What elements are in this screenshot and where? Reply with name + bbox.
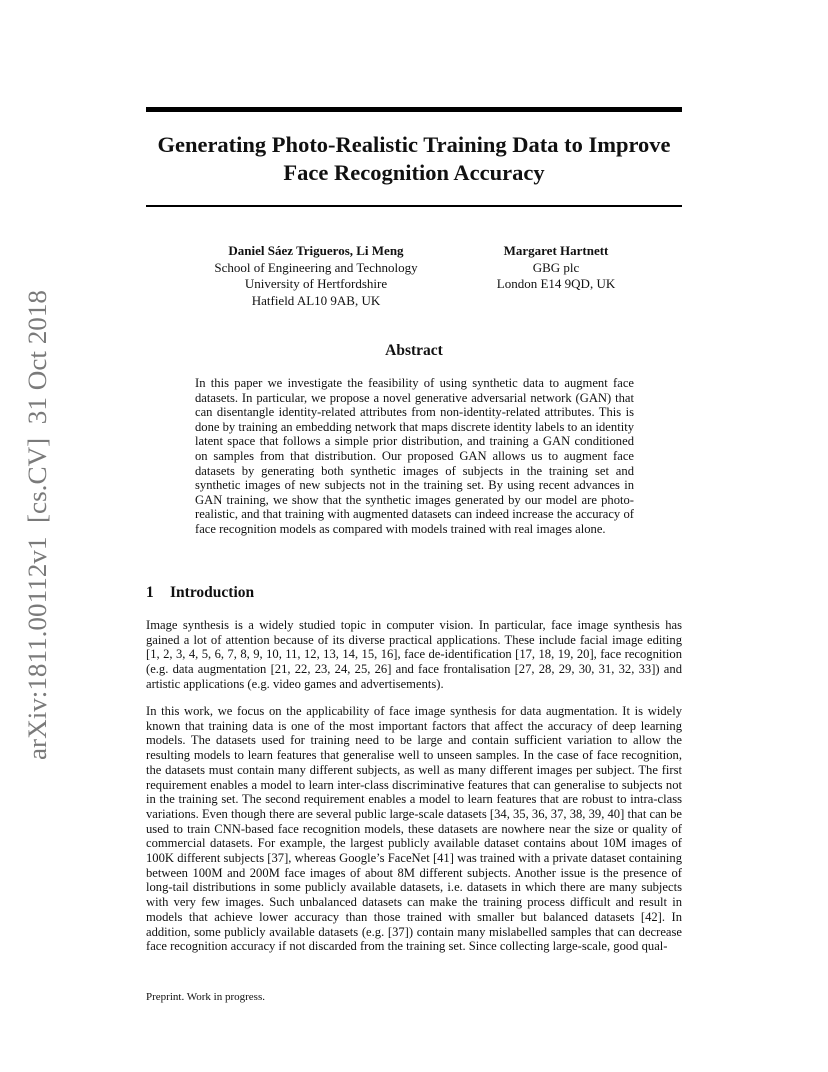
title-bottom-rule <box>146 205 682 207</box>
section-heading <box>146 584 254 602</box>
body-paragraph: Image synthesis is a widely studied topic in computer vision. In particular, face image synthesis has gained a lot of attention because of its diverse practical applications. These include facial image editing [1, 2, 3, 4, 5, 6, 7, 8, 9, 10, 11, 12, 13, 14, 15, 16], face de-identification [17, 18, 19, 20], face recognition (e.g. data augmentation [21, 22, 23, 24, 25, 26] and face frontalisation [27, 28, 29, 30, 31, 32, 33]) and artistic applications (e.g. video games and advertisements). <box>146 618 682 691</box>
affiliation-line: Hatfield AL10 9AB, UK <box>251 292 381 308</box>
section-number: 1 <box>146 584 154 601</box>
affiliation-line: GBG plc <box>532 259 580 275</box>
section-title: Introduction <box>170 584 255 601</box>
author-names: Daniel Sáez Trigueros, Li Meng <box>228 243 404 258</box>
author-names: Margaret Hartnett <box>503 243 609 258</box>
paper-title: Generating Photo-Realistic Training Data to Improve Face Recognition Accuracy <box>157 132 671 185</box>
author-block-1 <box>196 243 436 309</box>
abstract-heading: Abstract <box>385 342 443 359</box>
affiliation-line: School of Engineering and Technology <box>214 259 418 275</box>
arxiv-identifier-text: arXiv:1811.00112v1 [cs.CV] 31 Oct 2018 <box>22 301 52 760</box>
arxiv-identifier-stamp <box>22 290 52 760</box>
title-top-rule <box>146 107 682 112</box>
affiliation-line: London E14 9QD, UK <box>496 276 616 291</box>
affiliation-line: University of Hertfordshire <box>244 276 388 291</box>
body-paragraph: In this work, we focus on the applicability of face image synthesis for data augmentation. It is widely known that training data is one of the most important factors that affect the accuracy of deep learning models. The datasets used for training need to be large and contain sufficient variation to allow the resulting models to learn features that generalise well to unseen samples. In the case of face recognition, the datasets must contain many different subjects, as well as many different images per subject. The first requirement enables a model to learn inter-class discriminative features that can generalise to subjects not in the training set. The second requirement enables a model to learn features that are robust to intra-class variations. Even though there are several public large-scale datasets [34, 35, 36, 37, 38, 39, 40] that can be used to train CNN-based face recognition models, these datasets are nowhere near the size or quality of commercial datasets. For example, the largest publicly available dataset contains about 10M images of 100K different subjects [37], whereas Google’s FaceNet [41] was trained with a private dataset containing between 100M and 200M face images of about 8M different subjects. Another issue is the presence of long-tail distributions in some publicly available datasets, i.e. datasets in which there are many subjects with very few images. Such unbalanced datasets can make the training process difficult and result in models that achieve lower accuracy than those trained with smaller but balanced datasets [42]. In addition, some publicly available datasets (e.g. [37]) contain many mislabelled samples that can decrease face recognition accuracy if not discarded from the training set. Since collecting large-scale, good qual- <box>146 704 682 954</box>
preprint-footnote: Preprint. Work in progress. <box>146 991 265 1003</box>
abstract-text: In this paper we investigate the feasibility of using synthetic data to augment face datasets. In particular, we propose a novel generative adversarial network (GAN) that can disentangle identity-related attributes from non-identity-related attributes. This is done by training an embedding network that maps discrete identity labels to an identity latent space that follows a simple prior distribution, and training a GAN conditioned on samples from that distribution. Our proposed GAN allows us to augment face datasets by generating both synthetic images of subjects in the training set and synthetic images of new subjects not in the training set. By using recent advances in GAN training, we show that the synthetic images generated by our model are photo-realistic, and that training with augmented datasets can indeed increase the accuracy of face recognition models as compared with models trained with real images alone. <box>195 376 634 536</box>
author-block-2 <box>476 243 636 293</box>
